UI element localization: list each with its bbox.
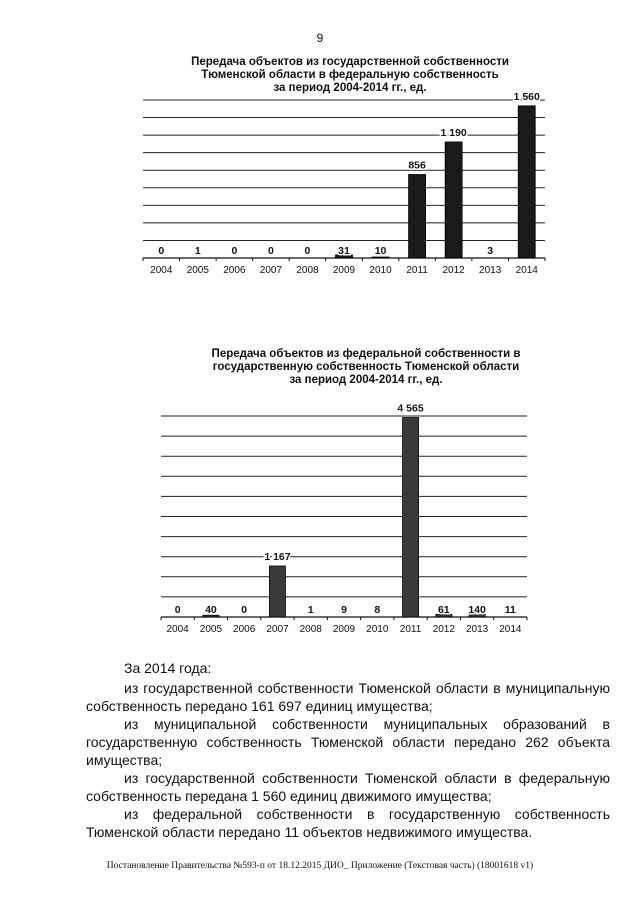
tick-label: 2006 — [233, 624, 256, 635]
chart-2-title-line: за период 2004-2014 гг., ед. — [289, 374, 443, 386]
data-label: 0 — [174, 604, 181, 616]
tick-label: 2007 — [259, 265, 283, 276]
chart-2-title-line: Передача объектов из федеральной собственности в — [211, 348, 521, 360]
tick-label: 2013 — [465, 624, 489, 635]
data-label: 0 — [304, 245, 311, 257]
tick-label: 2010 — [369, 265, 392, 276]
tick-label: 2004 — [150, 265, 173, 276]
tick-label: 2006 — [223, 265, 246, 276]
chart-1-title-line: Передача объектов из государственной собственности — [191, 56, 509, 68]
tick-label: 2010 — [366, 624, 389, 635]
tick-label: 2005 — [186, 265, 209, 276]
text-paragraph: из муниципальной собственности муниципальных образований в государственную собственность Тюменской области передано 262 объекта имущества; — [86, 716, 610, 768]
bar — [269, 566, 285, 617]
tick-label: 2004 — [166, 624, 189, 635]
data-label: 1 167 — [264, 551, 291, 564]
data-label: 31 — [338, 245, 350, 257]
data-label: 856 — [408, 159, 426, 172]
body-text — [86, 659, 610, 841]
chart-2-title-line: государственную собственность Тюменской области — [212, 361, 520, 373]
tick-label: 2014 — [515, 265, 538, 276]
data-label: 9 — [341, 604, 347, 616]
tick-label: 2011 — [399, 624, 422, 635]
tick-label: 2012 — [432, 624, 455, 635]
data-label: 10 — [374, 245, 387, 257]
data-label: 1 190 — [440, 126, 467, 139]
text-heading: За 2014 года: — [124, 660, 212, 676]
data-label: 1 — [307, 604, 314, 616]
data-label: 3 — [487, 245, 494, 257]
data-label: 0 — [231, 245, 238, 257]
data-label: 140 — [468, 604, 486, 616]
chart-1-title-line: за период 2004-2014 гг., ед. — [273, 82, 427, 94]
chart-1-title-line: Тюменской области в федеральную собственность — [201, 69, 499, 81]
data-label: 0 — [267, 245, 274, 257]
data-label: 0 — [241, 604, 248, 616]
tick-label: 2008 — [299, 624, 322, 635]
data-label: 40 — [205, 604, 217, 616]
footer: Постановление Правительства №593-п от 18.12.2015 ДИО_ Приложение (Текстовая часть) (18001618 v1) — [106, 861, 534, 871]
bar — [403, 418, 419, 617]
tick-label: 2013 — [479, 265, 502, 276]
tick-label: 2012 — [442, 265, 465, 276]
data-label: 1 — [194, 245, 201, 257]
tick-label: 2008 — [296, 265, 319, 276]
tick-label: 2014 — [499, 624, 522, 635]
tick-label: 2007 — [266, 624, 289, 635]
page-number: 9 — [316, 31, 324, 45]
tick-label: 2005 — [199, 624, 223, 635]
text-paragraph: из федеральной собственности в государственную собственность Тюменской области передано 11 объектов недвижимого имущества. — [86, 806, 610, 840]
data-label: 0 — [158, 245, 165, 257]
data-label: 8 — [374, 604, 381, 616]
tick-label: 2009 — [332, 265, 356, 276]
data-label: 4 565 — [397, 402, 424, 415]
tick-label: 2009 — [332, 624, 356, 635]
tick-label: 2011 — [406, 265, 428, 276]
text-paragraph: из государственной собственности Тюменской области в муниципальную собственность передано 161 697 единиц имущества; — [86, 680, 610, 714]
data-label: 1 560 — [513, 90, 540, 103]
data-label: 11 — [504, 604, 516, 616]
data-label: 61 — [437, 604, 450, 616]
text-paragraph: из государственной собственности Тюменской области в федеральную собственность передана 1 560 единиц движимого имущества; — [86, 770, 610, 804]
